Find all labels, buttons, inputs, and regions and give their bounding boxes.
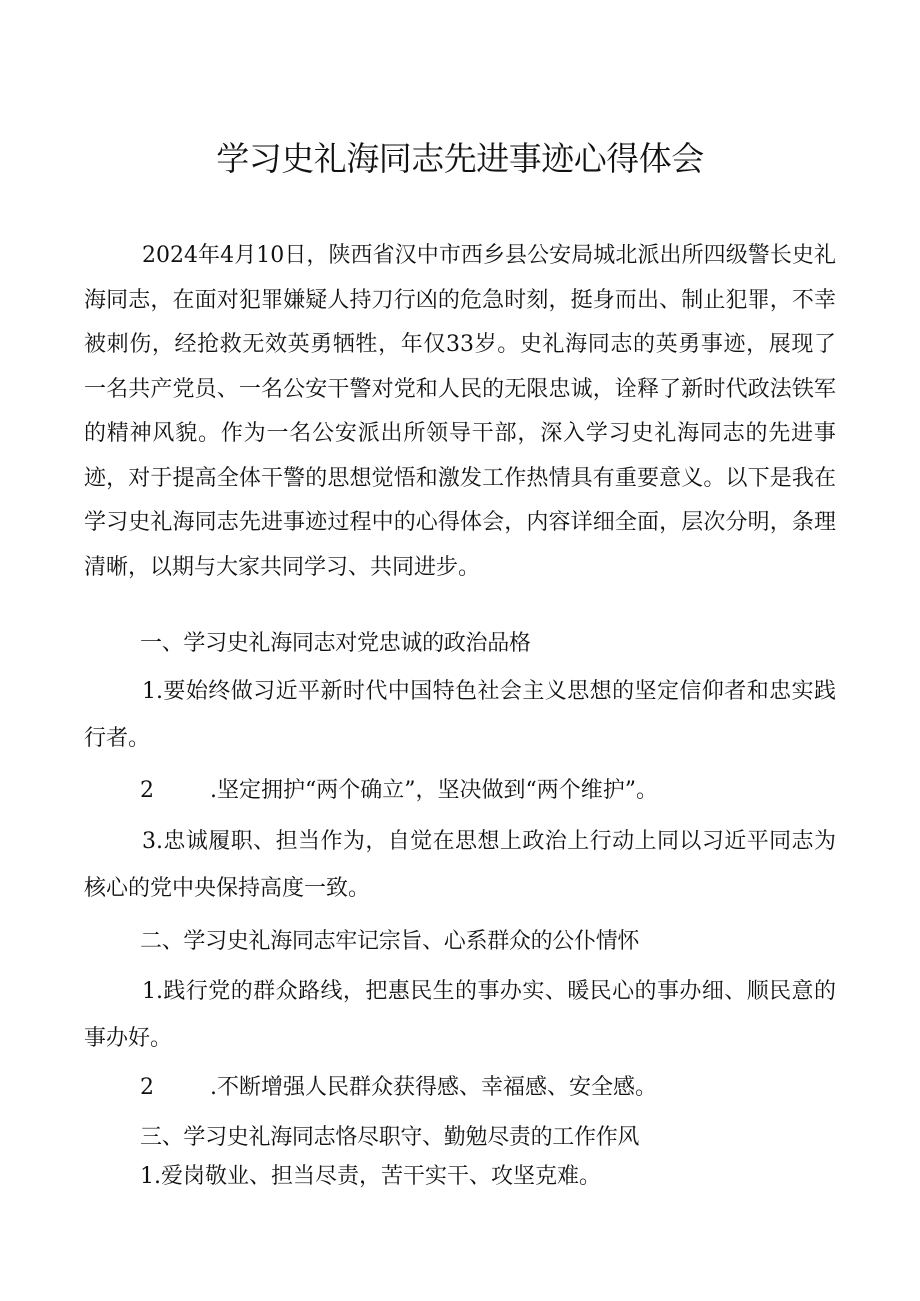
item-number: 3	[142, 829, 156, 854]
item-number: 2	[140, 778, 154, 803]
intro-paragraph: 2024年4月10日，陕西省汉中市西乡县公安局城北派出所四级警长史礼海同志，在面对犯罪嫌疑人持刀行凶的危急时刻，挺身而出、制止犯罪，不幸被刺伤，经抢救无效英勇牺牲，年仅33岁。史礼海同志的英勇事迹，展现了一名共产党员、一名公安干警对党和人民的无限忠诚，诠释了新时代政法铁军的精神风貌。作为一名公安派出所领导干部，深入学习史礼海同志的先进事迹，对于提高全体干警的思想觉悟和激发工作热情具有重要意义。以下是我在学习史礼海同志先进事迹过程中的心得体会，内容详细全面，层次分明，条理清晰，以期与大家共同学习、共同进步。	[84, 243, 836, 580]
section-heading-3: 三、学习史礼海同志恪尽职守、勤勉尽责的工作作风	[140, 1125, 640, 1150]
list-item-2-1	[84, 968, 836, 1062]
item-text: .不断增强人民群众获得感、幸福感、安全感。	[210, 1075, 657, 1100]
item-text: .要始终做习近平新时代中国特色社会主义思想的坚定信仰者和忠实践行者。	[84, 679, 836, 751]
item-number: 1	[140, 1164, 154, 1189]
list-item-1-2	[140, 771, 658, 811]
document-title: 学习史礼海同志先进事迹心得体会	[216, 139, 704, 178]
section-heading-2: 二、学习史礼海同志牢记宗旨、心系群众的公仆情怀	[140, 929, 640, 954]
item-text: .忠诚履职、担当作为，自觉在思想上政治上行动上同以习近平同志为核心的党中央保持高度一致。	[84, 829, 836, 901]
item-number: 1	[142, 979, 156, 1004]
item-text: .坚定拥护“两个确立”，坚决做到“两个维护”。	[210, 778, 658, 803]
list-item-3-1	[140, 1157, 601, 1197]
list-item-2-2	[140, 1068, 657, 1108]
list-item-1-1	[84, 668, 836, 762]
item-number: 2	[140, 1075, 154, 1100]
item-number: 1	[142, 679, 156, 704]
section-heading-1: 一、学习史礼海同志对党忠诚的政治品格	[140, 631, 531, 656]
item-text: .爱岗敬业、担当尽责，苦干实干、攻坚克难。	[154, 1164, 601, 1189]
item-text: .践行党的群众路线，把惠民生的事办实、暖民心的事办细、顺民意的事办好。	[84, 979, 836, 1051]
list-item-1-3	[84, 818, 836, 912]
